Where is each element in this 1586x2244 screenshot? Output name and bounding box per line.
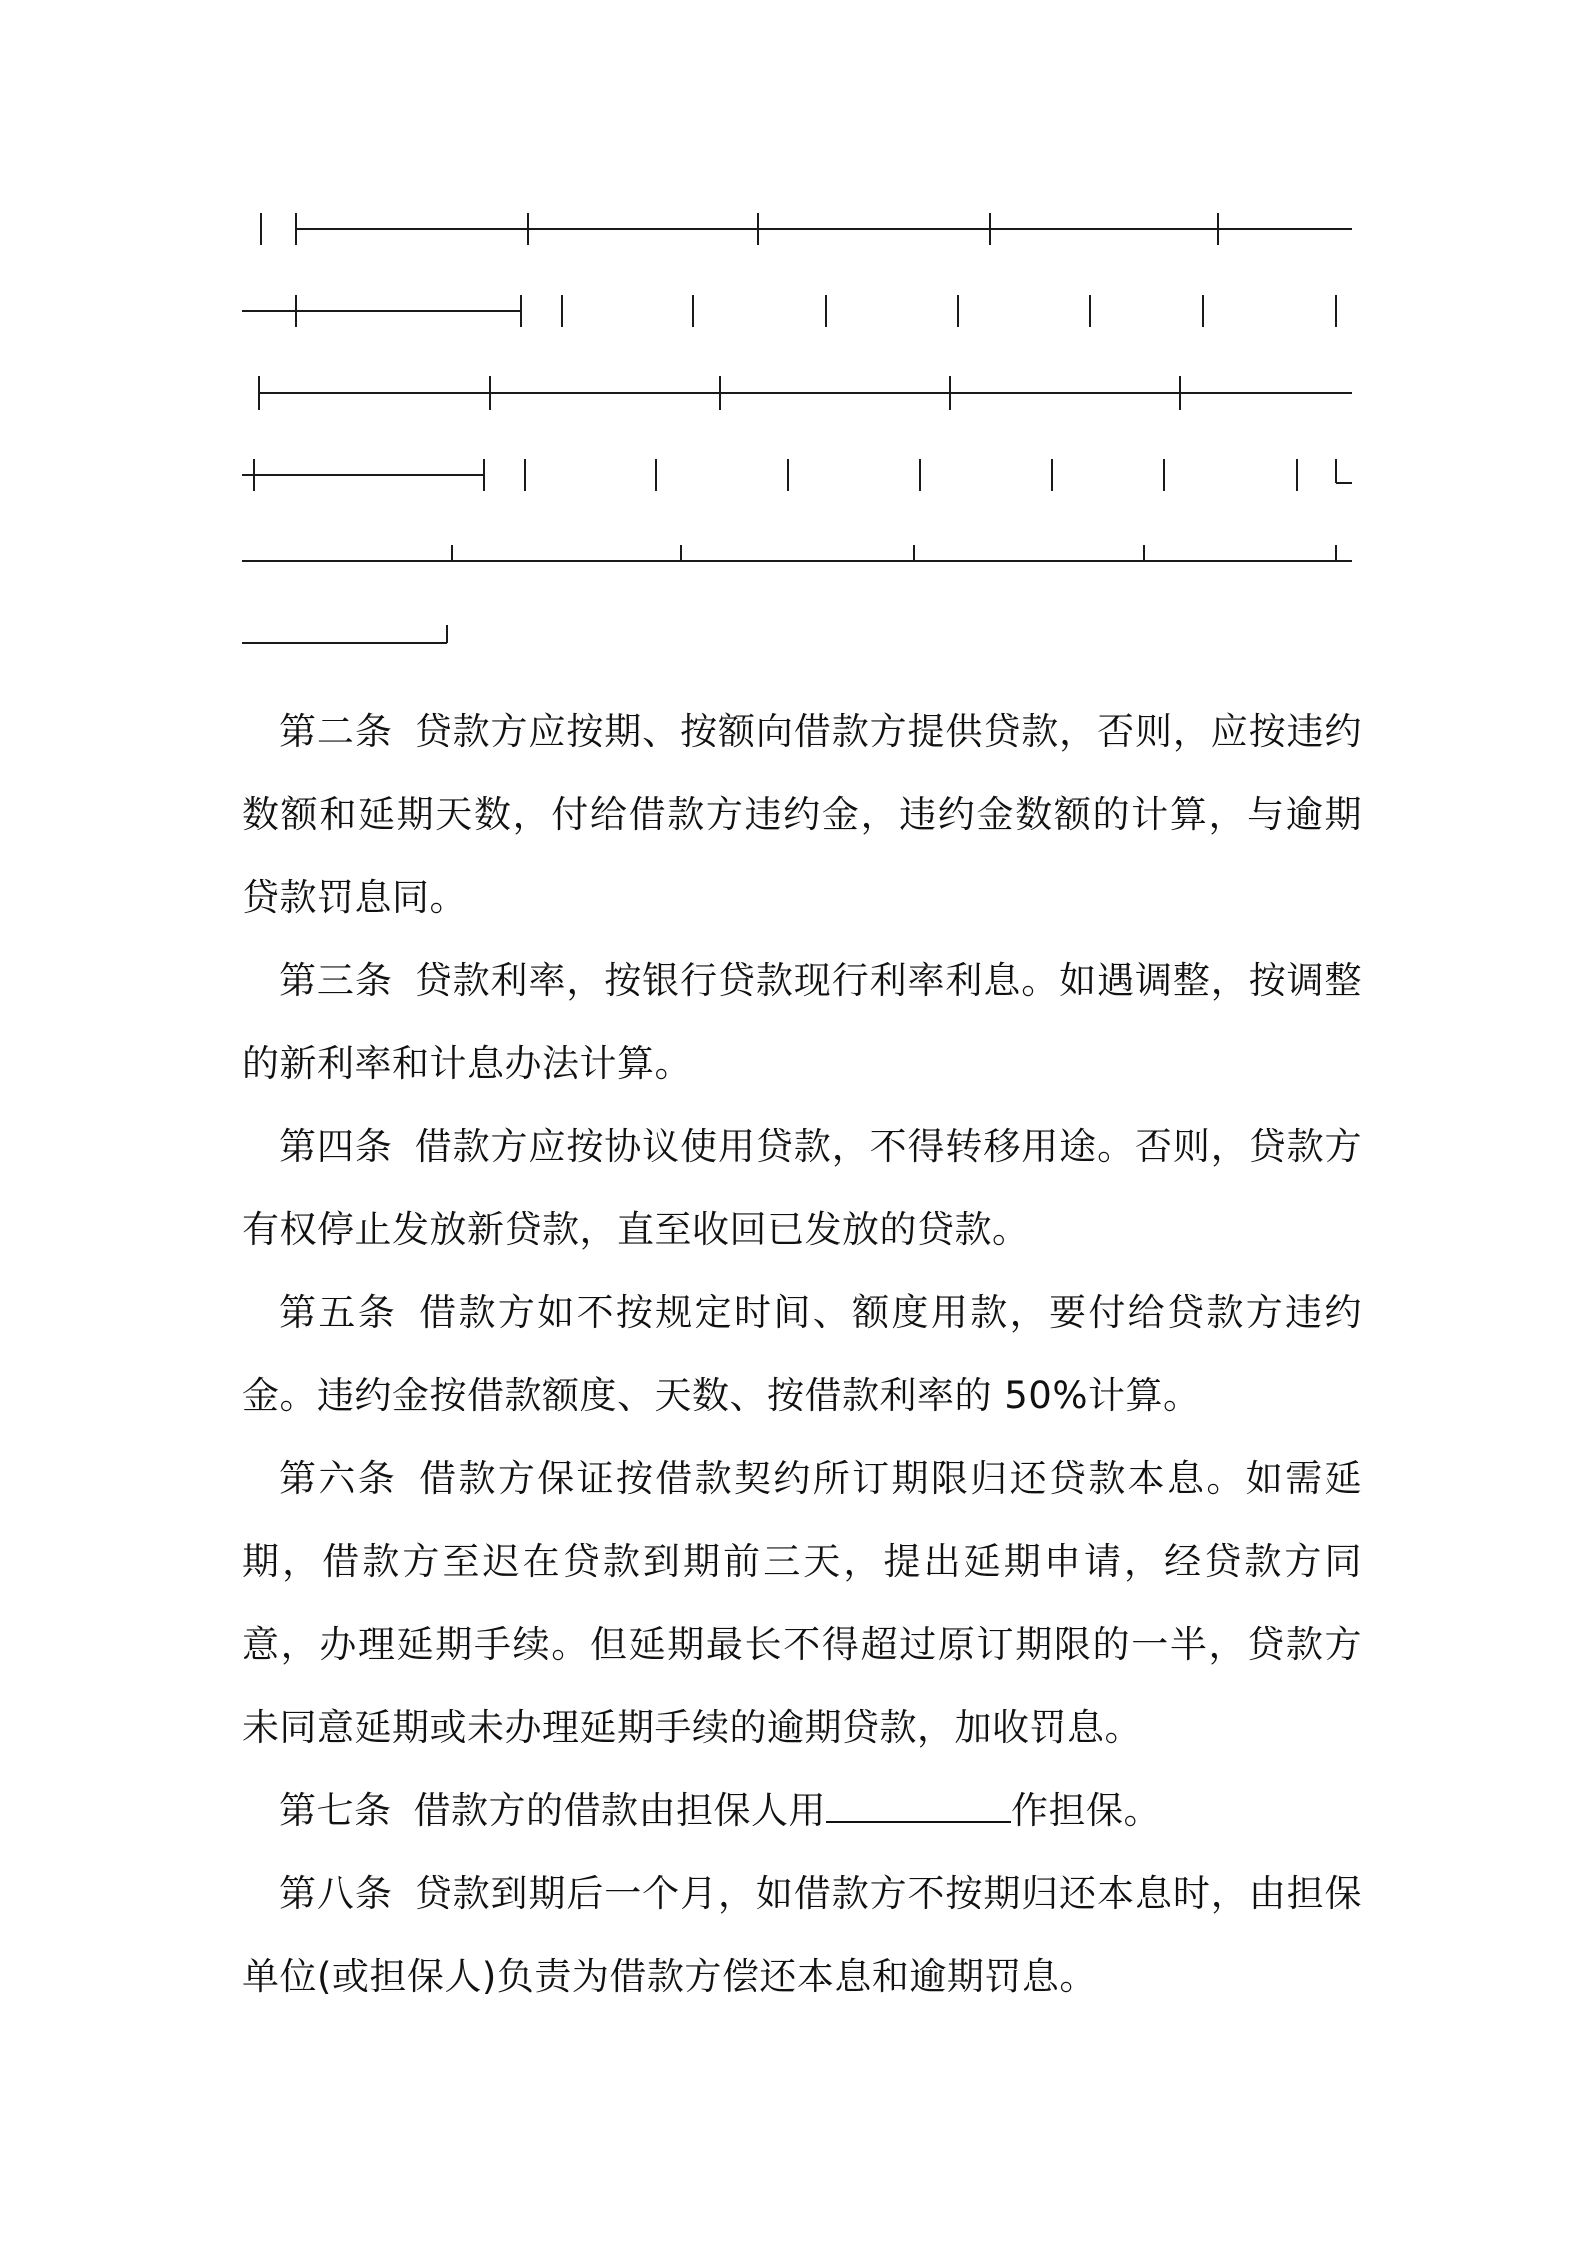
article-number: 第四条: [279, 1125, 393, 1168]
table-border-remnants: [0, 0, 1586, 700]
article-number: 第三条: [279, 959, 393, 1002]
guarantee-blank-field[interactable]: [826, 1791, 1011, 1823]
article-number: 第八条: [279, 1872, 393, 1915]
article-text: 贷款方应按期、按额向借款方提供贷款，否则，应按违约数额和延期天数，付给借款方违约金，违约金数额的计算，与逾期贷款罚息同。: [242, 710, 1363, 919]
article-text: 借款方保证按借款契约所订期限归还贷款本息。如需延期，借款方至迟在贷款到期前三天，提出延期申请，经贷款方同意，办理延期手续。但延期最长不得超过原订期限的一半，贷款方未同意延期或未办理延期手续的逾期贷款，加收罚息。: [242, 1457, 1363, 1749]
article-8: [242, 1852, 1362, 2018]
article-text: 借款方如不按规定时间、额度用款，要付给贷款方违约金。违约金按借款额度、天数、按借款利率的 50%计算。: [242, 1291, 1363, 1417]
article-5: [242, 1271, 1362, 1437]
article-number: 第二条: [279, 710, 393, 753]
article-4: [242, 1105, 1362, 1271]
article-text: 贷款利率，按银行贷款现行利率利息。如遇调整，按调整的新利率和计息办法计算。: [242, 959, 1363, 1085]
article-number: 第六条: [279, 1457, 398, 1500]
article-6: [242, 1437, 1362, 1769]
article-number: 第五条: [279, 1291, 398, 1334]
article-2: [242, 690, 1362, 939]
article-text: 贷款到期后一个月，如借款方不按期归还本息时，由担保单位(或担保人)负责为借款方偿还本息和逾期罚息。: [242, 1872, 1363, 1998]
article-3: [242, 939, 1362, 1105]
article-number: 第七条: [279, 1789, 392, 1832]
article-text-after: 作担保。: [1011, 1789, 1161, 1832]
article-7: [242, 1769, 1362, 1852]
article-text-before: 借款方的借款由担保人用: [413, 1789, 826, 1832]
article-text: 借款方应按协议使用贷款，不得转移用途。否则，贷款方有权停止发放新贷款，直至收回已发放的贷款。: [242, 1125, 1363, 1251]
contract-articles: [242, 690, 1362, 2018]
